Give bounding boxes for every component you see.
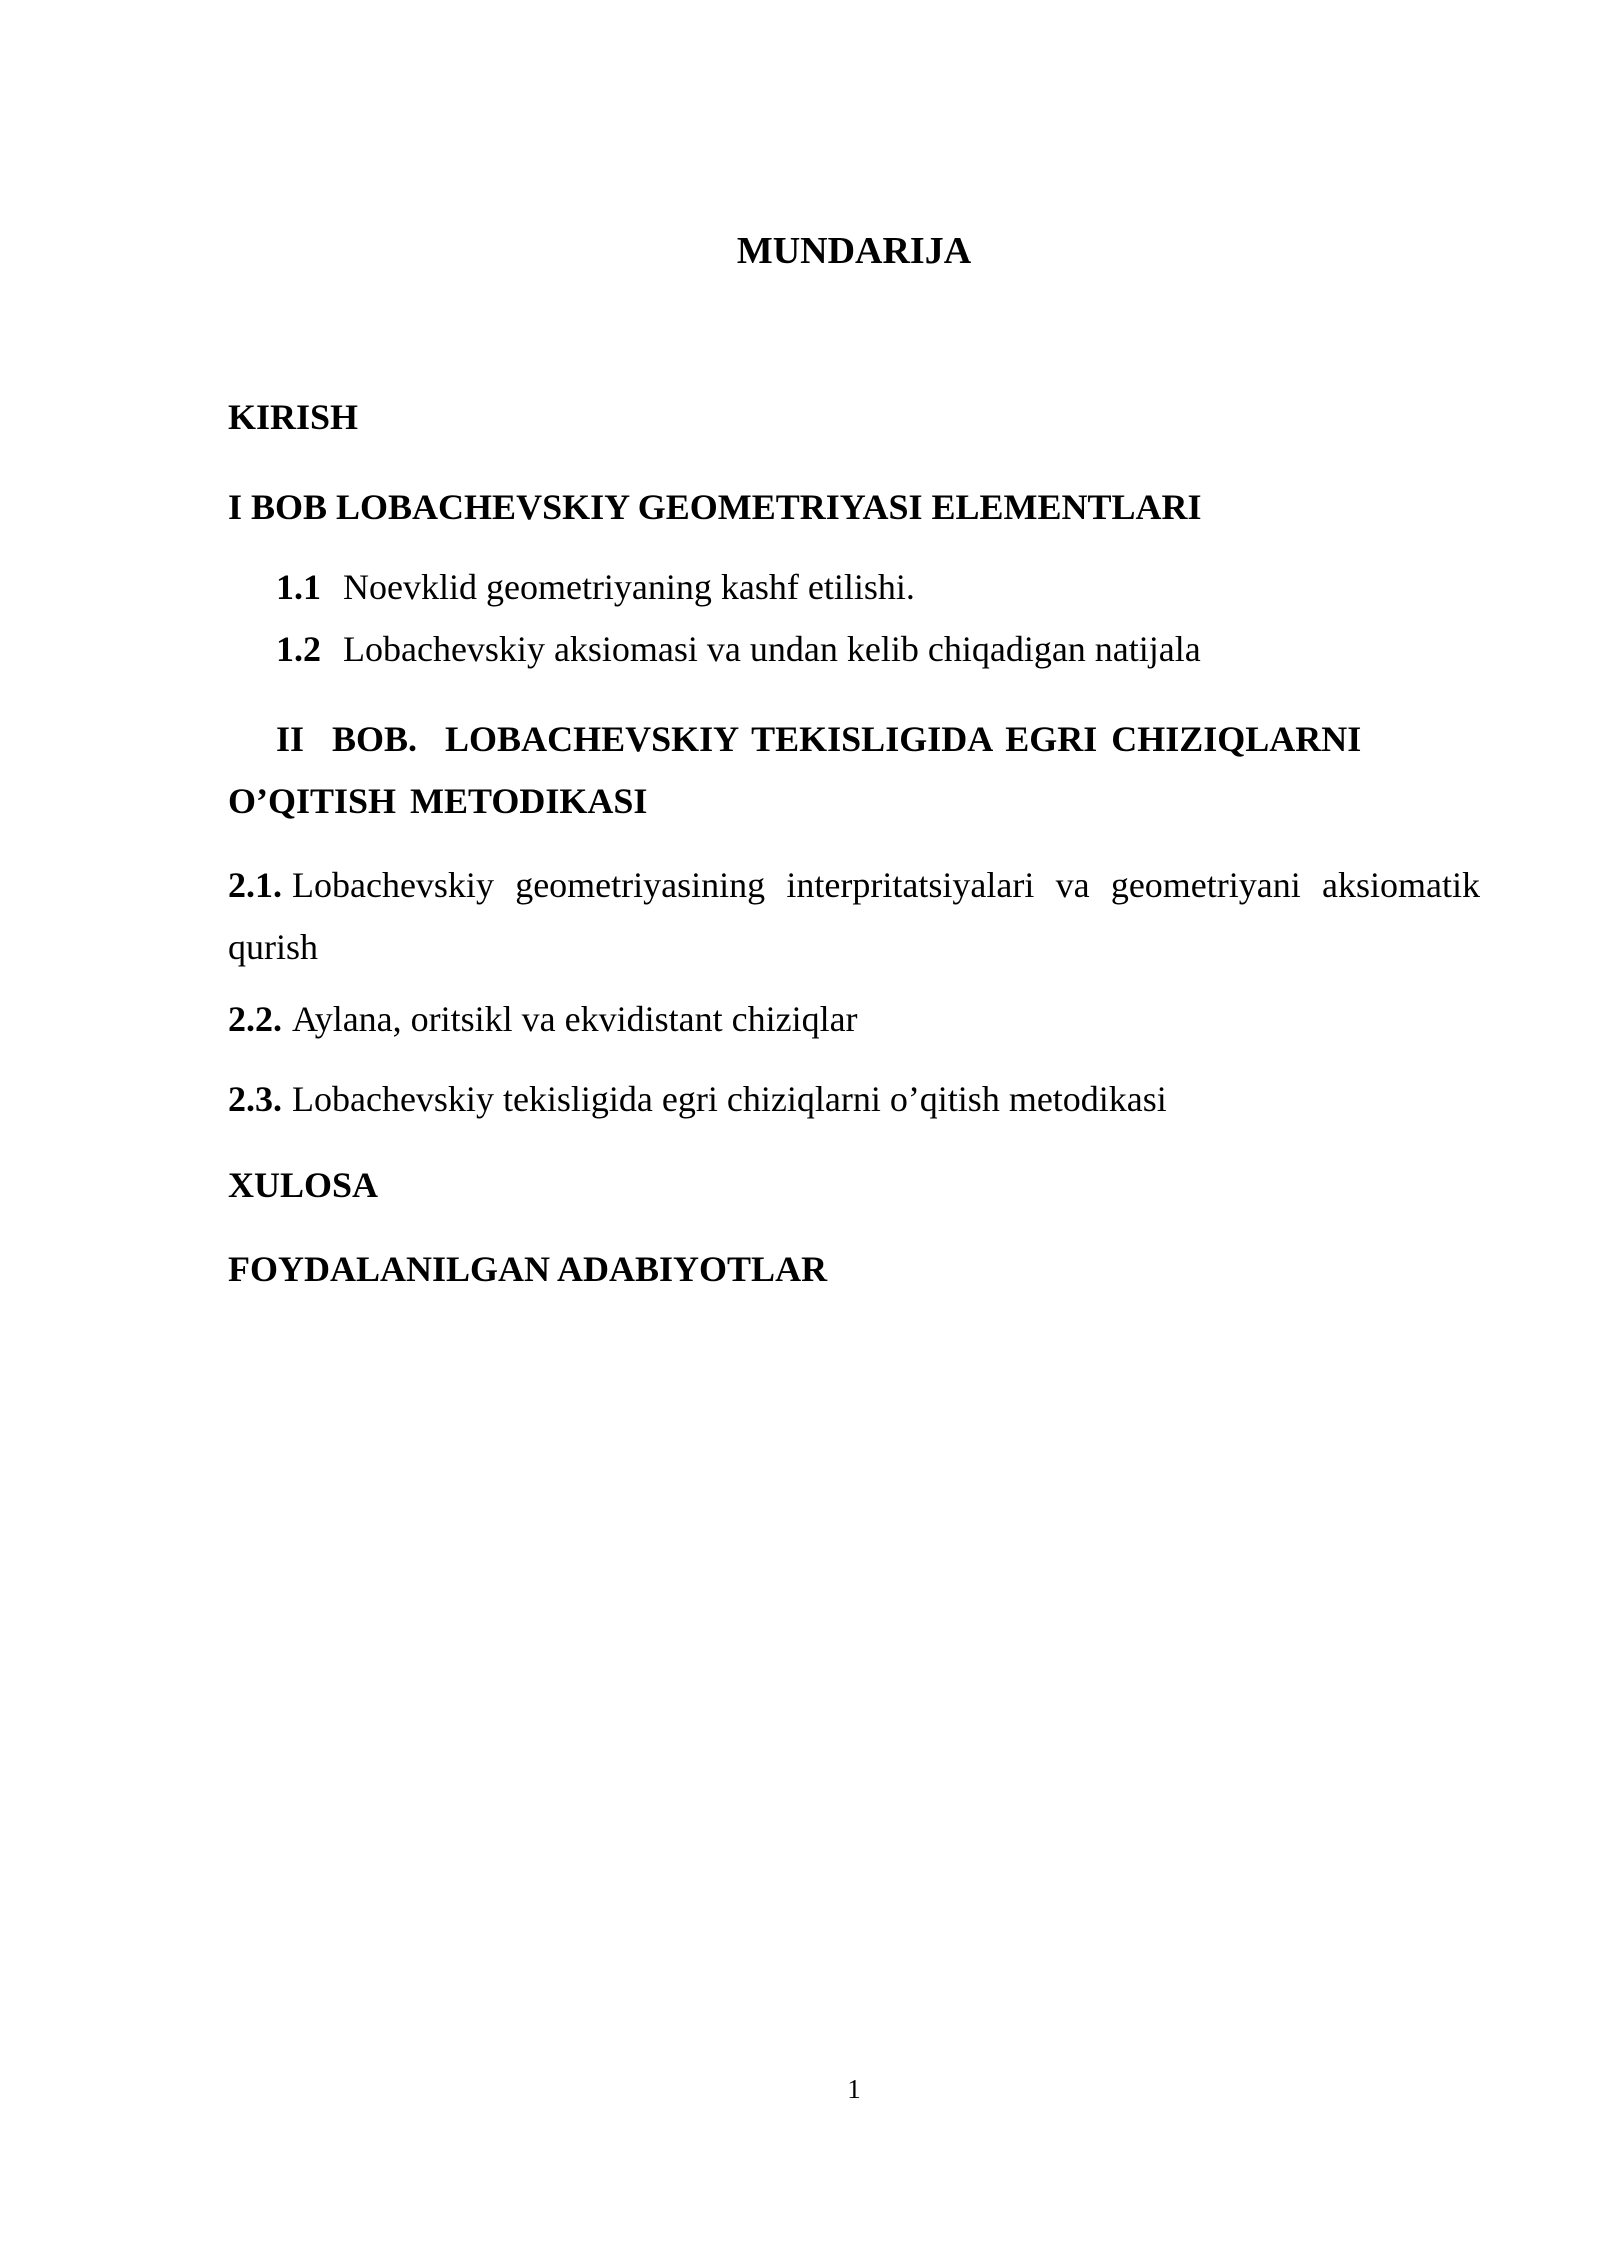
toc-item-number: 1.2 bbox=[276, 629, 321, 669]
page-number: 1 bbox=[847, 2074, 861, 2104]
toc-heading-chapter2: II BOB. LOBACHEVSKIY TEKISLIGIDA EGRI CHIZIQLARNI O’QITISH METODIKASI bbox=[228, 719, 1376, 821]
toc-item-number: 2.1. bbox=[228, 865, 282, 905]
toc-item-text: Aylana, oritsikl va ekvidistant chiziqlar bbox=[292, 999, 858, 1039]
toc-heading-adabiyotlar: FOYDALANILGAN ADABIYOTLAR bbox=[228, 1249, 828, 1289]
toc-item-1-2 bbox=[228, 618, 1480, 680]
toc-item-2-1 bbox=[228, 854, 1480, 978]
toc-item-number: 2.2. bbox=[228, 999, 282, 1039]
toc-item-number: 1.1 bbox=[276, 567, 321, 607]
toc-item-text: Noevklid geometriyaning kashf etilishi. bbox=[343, 567, 915, 607]
toc-item-text: Lobachevskiy aksiomasi va undan kelib chiqadigan natijala bbox=[343, 629, 1201, 669]
toc-item-number: 2.3. bbox=[228, 1079, 282, 1119]
toc-item-2-3 bbox=[228, 1068, 1480, 1130]
toc-chapter1-items bbox=[228, 556, 1480, 680]
toc-item-1-1 bbox=[228, 556, 1480, 618]
toc-item-text: Lobachevskiy tekisligida egri chiziqlarni o’qitish metodikasi bbox=[292, 1079, 1167, 1119]
toc-item-text: Lobachevskiy geometriyasining interpritatsiyalari va geometriyani aksiomatik qurish bbox=[228, 865, 1480, 967]
page-title: MUNDARIJA bbox=[736, 230, 972, 272]
toc-heading-xulosa: XULOSA bbox=[228, 1165, 379, 1205]
toc-item-2-2 bbox=[228, 988, 1480, 1050]
toc-heading-kirish: KIRISH bbox=[228, 397, 359, 437]
toc-heading-chapter1: I BOB LOBACHEVSKIY GEOMETRIYASI ELEMENTLARI bbox=[228, 487, 1202, 527]
